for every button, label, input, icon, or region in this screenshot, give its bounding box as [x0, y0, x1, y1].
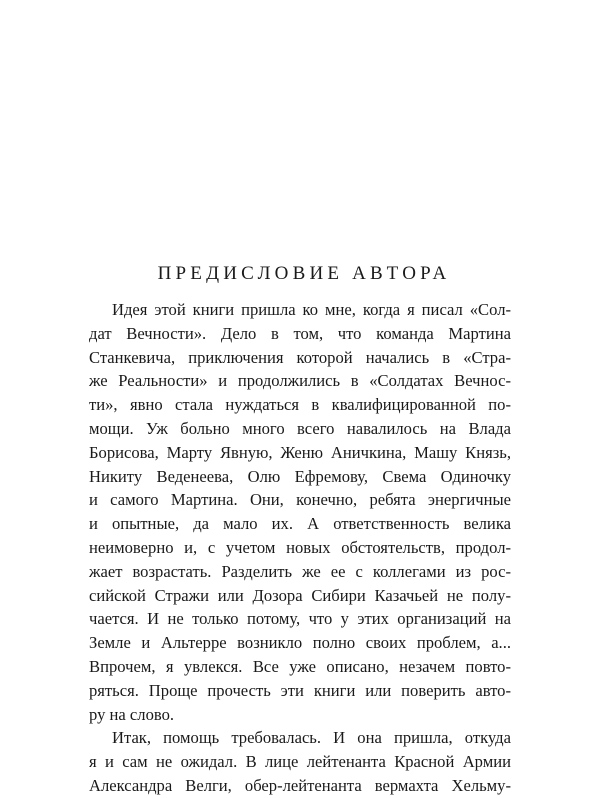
- text-line: Земле и Альтерре возникло полно своих проблем, а...: [89, 633, 511, 653]
- text-line: ряться. Проще прочесть эти книги или поверить авто-: [89, 680, 511, 700]
- text-line: ру на слово.: [89, 704, 175, 724]
- text-line: Станкевича, приключения которой начались в «Стра-: [89, 347, 511, 367]
- text-line: неимоверно и, с учетом новых обстоятельств, продол-: [89, 537, 511, 557]
- text-line: дат Вечности». Дело в том, что команда Мартина: [89, 323, 511, 343]
- text-line: чается. И не только потому, что у этих организаций на: [89, 609, 511, 629]
- text-line: Борисова, Марту Явную, Женю Аничкина, Машу Князь,: [89, 442, 511, 462]
- text-line: Идея этой книги пришла ко мне, когда я писал «Сол-: [112, 300, 511, 319]
- text-line: Никиту Веденеева, Олю Ефремову, Свема Одиночку: [89, 466, 511, 486]
- text-line: ти», явно стала нуждаться в квалифицированной по-: [89, 395, 511, 415]
- body-text: [89, 298, 511, 798]
- text-line: же Реальности» и продолжились в «Солдатах Вечнос-: [89, 371, 511, 391]
- text-line: мощи. Уж больно много всего навалилось на Влада: [89, 418, 511, 438]
- text-line: я и сам не ожидал. В лице лейтенанта Красной Армии: [89, 752, 511, 772]
- text-line: жает возрастать. Разделить же ее с коллегами из рос-: [89, 561, 511, 581]
- text-line: сийской Стражи или Дозора Сибири Казачьей не полу-: [89, 585, 511, 605]
- text-line: и самого Мартина. Они, конечно, ребята энергичные: [89, 490, 511, 510]
- text-line: и опытные, да мало их. А ответственность велика: [89, 514, 511, 534]
- text-line: Итак, помощь требовалась. И она пришла, откуда: [112, 728, 511, 748]
- chapter-heading: ПРЕДИСЛОВИЕ АВТОРА: [157, 263, 451, 284]
- text-line: Впрочем, я увлекся. Все уже описано, незачем повто-: [89, 656, 511, 676]
- text-line: Александра Велги, обер-лейтенанта вермахта Хельму-: [89, 775, 511, 795]
